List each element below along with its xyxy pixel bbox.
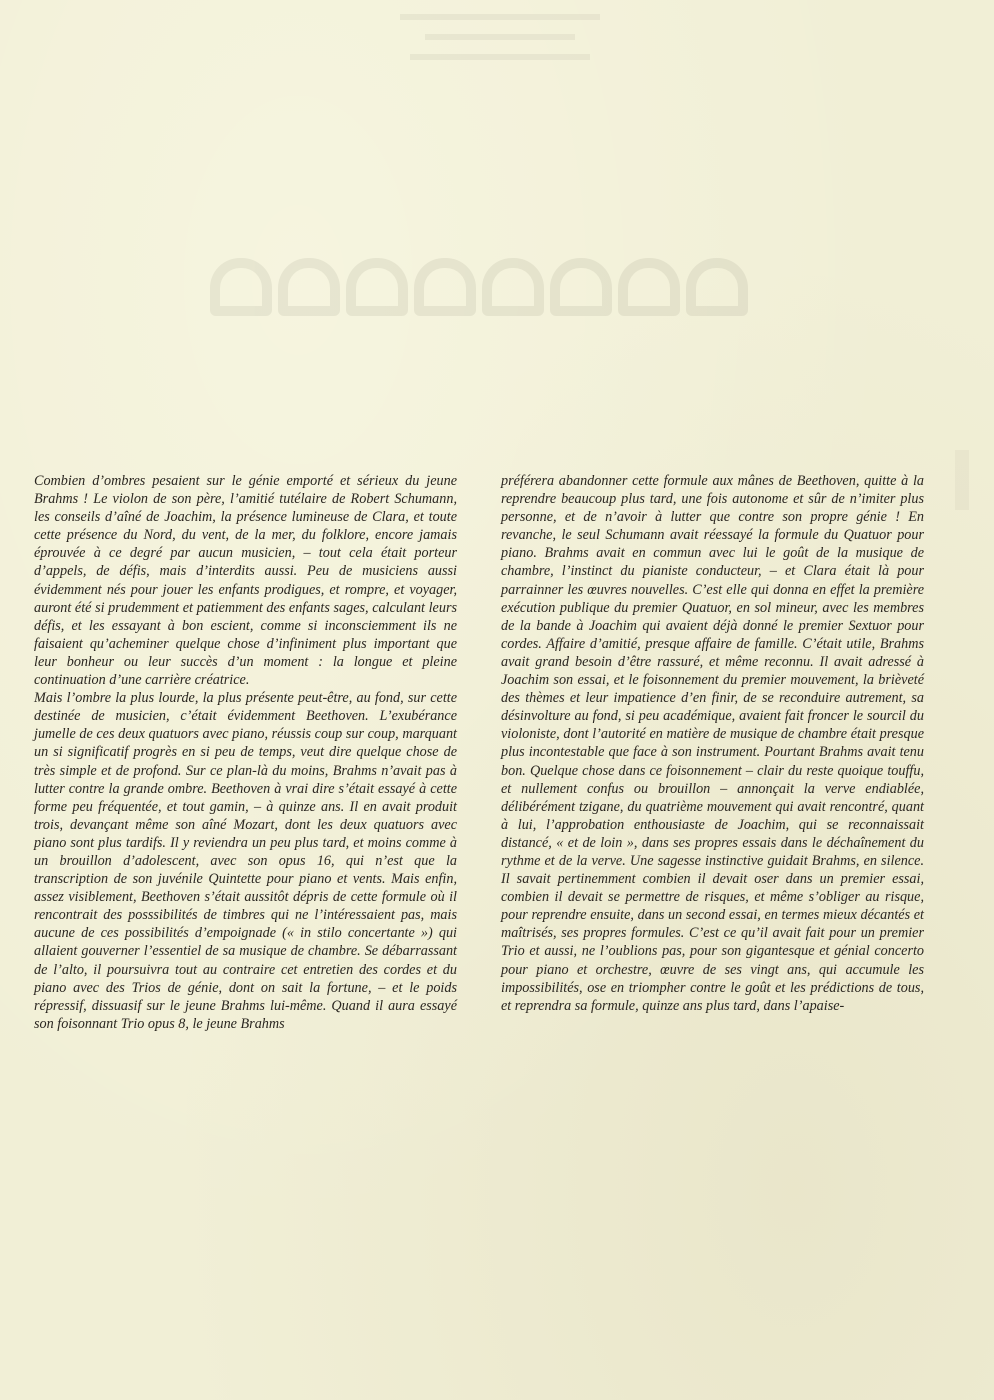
text-column-left [34, 472, 457, 1033]
text-column-right [501, 472, 924, 1015]
paragraph: Mais l’ombre la plus lourde, la plus présente peut-être, au fond, sur cette destinée de musicien, c’était évidemment Beethoven. L’exubérance jumelle de ces deux quatuors avec piano, réussis coup sur coup, marquant un si significatif progrès en si peu de temps, veut dire quelque chose de très simple et de profond. Sur ce plan-là du moins, Brahms n’avait pas à lutter contre la grande ombre. Beethoven à vrai dire s’était essayé à cette forme peu fréquentée, et tout gamin, – à quinze ans. Il en avait produit trois, devançant même son aîné Mozart, dont les deux quatuors avec piano sont plus tardifs. Il y reviendra un peu plus tard, et moins comme à un brouillon d’adolescent, avec son opus 16, qui n’est que la transcription de son juvénile Quintette pour piano et vents. Mais enfin, assez visiblement, Beethoven s’était aussitôt dépris de cette formule où il rencontrait des posssibilités de timbres qui ne l’intéressaient pas, mais aucune de ces possibilités d’empoignade (« in stilo concertante ») qui allaient gouverner l’essentiel de sa musique de chambre. Se débarrassant de l’alto, il poursuivra tout au contraire cet entretien des cordes et du piano avec des Trios de génie, dont on sait la fortune, – et le poids répressif, dissuasif sur le jeune Brahms lui-même. Quand il aura essayé son foisonnant Trio opus 8, le jeune Brahms [34, 690, 457, 1032]
show-through-mark [955, 450, 969, 510]
paragraph: Combien d’ombres pesaient sur le génie emporté et sérieux du jeune Brahms ! Le violon de son père, l’amitié tutélaire de Robert Schumann, les conseils d’aîné de Joachim, la présence lumineuse de Clara, et toute cette présence du Nord, du vent, de la mer, du folklore, encore jamais éprouvée à ce degré par aucun musicien, – tout cela était porteur d’appels, de défis, mais d’interdits aussi. Peu de musiciens aussi évidemment nés pour jouer les enfants prodigues, et rompre, et voyager, auront été si prudemment et patiemment des enfants sages, calculant leurs défis, et les essayant à bon escient, comme si inconsciemment ils ne faisaient qu’acheminer quelque chose d’infiniment plus important que leur bonheur ou leur succès d’un moment : la longue et pleine continuation d’une carrière créatrice. [34, 473, 457, 689]
show-through-top-lines [380, 0, 620, 110]
show-through-title [210, 258, 830, 328]
paragraph: préférera abandonner cette formule aux mânes de Beethoven, quitte à la reprendre beaucoup plus tard, une fois autonome et sûr de n’imiter plus personne, et de n’avoir à lutter que contre son propre génie ! En revanche, le seul Schumann avait réessayé la formule du Quatuor pour piano. Brahms avait en commun avec lui le goût de la musique de chambre, l’instinct du pianiste conducteur, – et Clara était là pour parrainner les œuvres nouvelles. C’est elle qui donna en effet la première exécution publique du premier Quatuor, en sol mineur, avec les membres de la bande à Joachim qui avaient déjà donné le premier Sextuor pour cordes. Affaire d’amitié, presque affaire de famille. C’était utile, Brahms avait grand besoin d’être rassuré, et même reconnu. Il avait adressé à Joachim son essai, et le foisonnement du premier mouvement, la brièveté des thèmes et leur impatience d’en finir, de se reconduire autrement, sa désinvolture au fond, si peu académique, avaient fait froncer le sourcil du violoniste, dont l’autorité en matière de musique de chambre était presque plus incontestable que face à son instrument. Pourtant Brahms avait tenu bon. Quelque chose dans ce foisonnement – clair du reste quoique touffu, et nullement confus ou brouillon – annonçait la verve endiablée, délibérément tzigane, du quatrième mouvement qui avait rencontré, quant à lui, l’approbation enthousiaste de Joachim, qui se reconnaissait distancé, « et de loin », dans ses propres essais dans le déchaînement du rythme et de la verve. Une sagesse instinctive guidait Brahms, en silence. Il savait pertinemment combien il devait oser dans un premier essai, combien il devait se permettre de risques, et même s’obliger au risque, pour reprendre ensuite, dans un second essai, en termes mieux décantés et maîtrisés, ses propres formules. C’est ce qu’il avait fait pour un premier Trio et aussi, ne l’oublions pas, pour son gigantesque et génial concerto pour piano et orchestre, œuvre de ses vingt ans, qui accumule les impossibilités, ose en triompher contre le goût et les prédictions de tous, et reprendra sa formule, quinze ans plus tard, dans l’apaise- [501, 473, 924, 1014]
